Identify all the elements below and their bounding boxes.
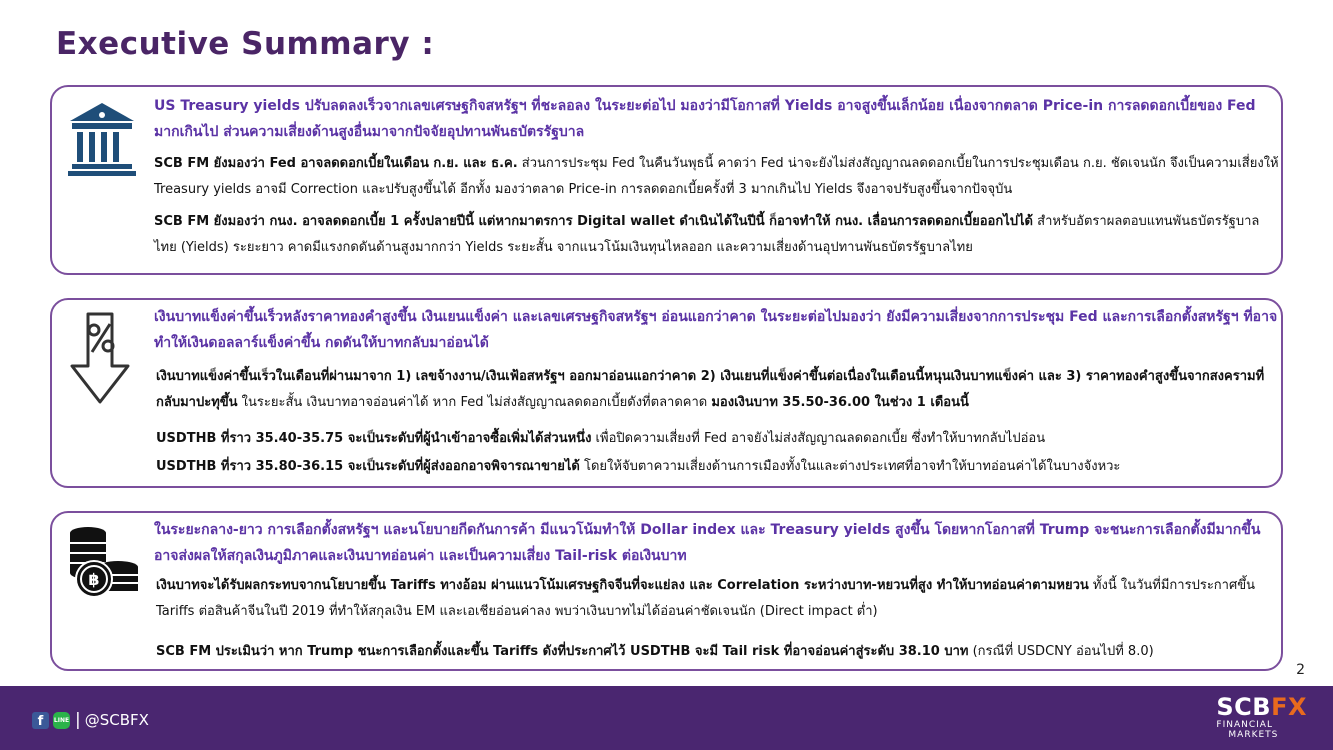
social-handle[interactable]: @SCBFX [84, 711, 149, 729]
page-number: 2 [1296, 662, 1305, 678]
percent-down-arrow-icon [68, 310, 132, 406]
section-paragraph: USDTHB ที่ราว 35.40-35.75 จะเป็นระดับที่ผู้นำเข้าอาจซื้อเพิ่มได้ส่วนหนึ่ง เพื่อปิดความเสี่ยงที่ Fed อาจยังไม่ส่งสัญญาณลดดอกเบี้ย ซึ่งทำให้บาทกลับไปอ่อน [156, 431, 1046, 446]
section-heading: US Treasury yields ปรับลดลงเร็วจากเลขเศรษฐกิจสหรัฐฯ ที่ชะลอลง ในระยะต่อไป มองว่ามีโอกาสที่ Yields อาจสูงขึ้นเล็กน้อย เนื่องจากตลาด Price-in การลดดอกเบี้ยของ Fed มากเกินไป ส่วนความเสี่ยงด้านสูงอื่นมาจากปัจจัยอุปทานพันธบัตรรัฐบาล [154, 98, 1256, 140]
summary-box-treasury [50, 85, 1283, 275]
section-paragraph: SCB FM ยังมองว่า Fed อาจลดดอกเบี้ยในเดือน ก.ย. และ ธ.ค. ส่วนการประชุม Fed ในคืนวันพุธนี้ คาดว่า Fed น่าจะยังไม่ส่งสัญญาณลดดอกเบี้ยในการประชุมเดือน ก.ย. ชัดเจนนัก จึงเป็นความเสี่ยงให้ Treasury yields อาจมี Correction และปรับสูงขึ้นได้ อีกทั้ง มองว่าตลาด Price-in การลดดอกเบี้ยครั้งที่ 3 มากเกินไป Yields จึงอาจปรับสูงขึ้นจากปัจจุบัน [154, 156, 1279, 197]
svg-text:฿: ฿ [88, 570, 100, 589]
footer-bar [0, 686, 1333, 750]
section-heading: ในระยะกลาง-ยาว การเลือกตั้งสหรัฐฯ และนโยบายกีดกันการค้า มีแนวโน้มทำให้ Dollar index และ Treasury yields สูงขึ้น โดยหากโอกาสที่ Trump จะชนะการเลือกตั้งมีมากขึ้น อาจส่งผลให้สกุลเงินภูมิภาคและเงินบาทอ่อนค่า และเป็นความเสี่ยง Tail-risk ต่อเงินบาท [154, 522, 1261, 564]
section-paragraph: USDTHB ที่ราว 35.80-36.15 จะเป็นระดับที่ผู้ส่งออกอาจพิจารณาขายได้ โดยให้จับตาความเสี่ยงด้านการเมืองทั้งในและต่างประเทศที่อาจทำให้บาทอ่อนค่าได้ในบางจังหวะ [156, 459, 1121, 474]
line-app-icon[interactable]: LINE [53, 712, 70, 729]
divider: | [75, 710, 81, 730]
baht-coins-icon [66, 523, 142, 601]
section-heading: เงินบาทแข็งค่าขึ้นเร็วหลังราคาทองคำสูงขึ้น เงินเยนแข็งค่า และเลขเศรษฐกิจสหรัฐฯ อ่อนแอกว่าคาด ในระยะต่อไปมองว่า ยังมีความเสี่ยงจากการประชุม Fed และการเลือกตั้งสหรัฐฯ ที่อาจทำให้เงินดอลลาร์แข็งค่าขึ้น กดดันให้บาทกลับมาอ่อนได้ [154, 309, 1278, 351]
section-paragraph: SCB FM ยังมองว่า กนง. อาจลดดอกเบี้ย 1 ครั้งปลายปีนี้ แต่หากมาตรการ Digital wallet ดำเนินได้ในปีนี้ ก็อาจทำให้ กนง. เลื่อนการลดดอกเบี้ยออกไปได้ สำหรับอัตราผลตอบแทนพันธบัตรรัฐบาลไทย (Yields) ระยะยาว คาดมีแรงกดดันด้านสูงมากกว่า Yields ระยะสั้น จากแนวโน้มเงินทุนไหลออก และความเสี่ยงด้านอุปทานพันธบัตรรัฐบาลไทย [154, 214, 1260, 255]
facebook-icon[interactable]: f [32, 712, 49, 729]
section-paragraph: เงินบาทแข็งค่าขึ้นเร็วในเดือนที่ผ่านมาจาก 1) เลขจ้างงาน/เงินเฟ้อสหรัฐฯ ออกมาอ่อนแอกว่าคาด 2) เงินเยนที่แข็งค่าขึ้นต่อเนื่องในเดือนนี้หนุนเงินบาทแข็งค่า และ 3) ราคาทองคำสูงขึ้นจากสงครามที่กลับมาปะทุขึ้น ในระยะสั้น เงินบาทอาจอ่อนค่าได้ หาก Fed ไม่ส่งสัญญาณลดดอกเบี้ยดังที่ตลาดคาด มองเงินบาท 35.50-36.00 ในช่วง 1 เดือนนี้ [156, 369, 1265, 410]
social-links [32, 710, 149, 730]
brand-logo: SCBFX FINANCIAL MARKETS [1216, 693, 1307, 740]
summary-box-election [50, 511, 1283, 671]
section-paragraph: SCB FM ประเมินว่า หาก Trump ชนะการเลือกตั้งและขึ้น Tariffs ดังที่ประกาศไว้ USDTHB จะมี Tail risk ที่อาจอ่อนค่าสู่ระดับ 38.10 บาท (กรณีที่ USDCNY อ่อนไปที่ 8.0) [156, 644, 1154, 659]
page-title: Executive Summary : [56, 26, 435, 62]
section-paragraph: เงินบาทจะได้รับผลกระทบจากนโยบายขึ้น Tariffs ทางอ้อม ผ่านแนวโน้มเศรษฐกิจจีนที่จะแย่ลง และ Correlation ระหว่างบาท-หยวนที่สูง ทำให้บาทอ่อนค่าตามหยวน ทั้งนี้ ในวันที่มีการประกาศขึ้น Tariffs ต่อสินค้าจีนในปี 2019 ที่ทำให้สกุลเงิน EM และเอเชียอ่อนค่าลง พบว่าเงินบาทไม่ได้อ่อนค่าชัดเจนนัก (Direct impact ต่ำ) [156, 578, 1255, 619]
bank-building-icon [64, 101, 140, 177]
summary-box-baht [50, 298, 1283, 488]
